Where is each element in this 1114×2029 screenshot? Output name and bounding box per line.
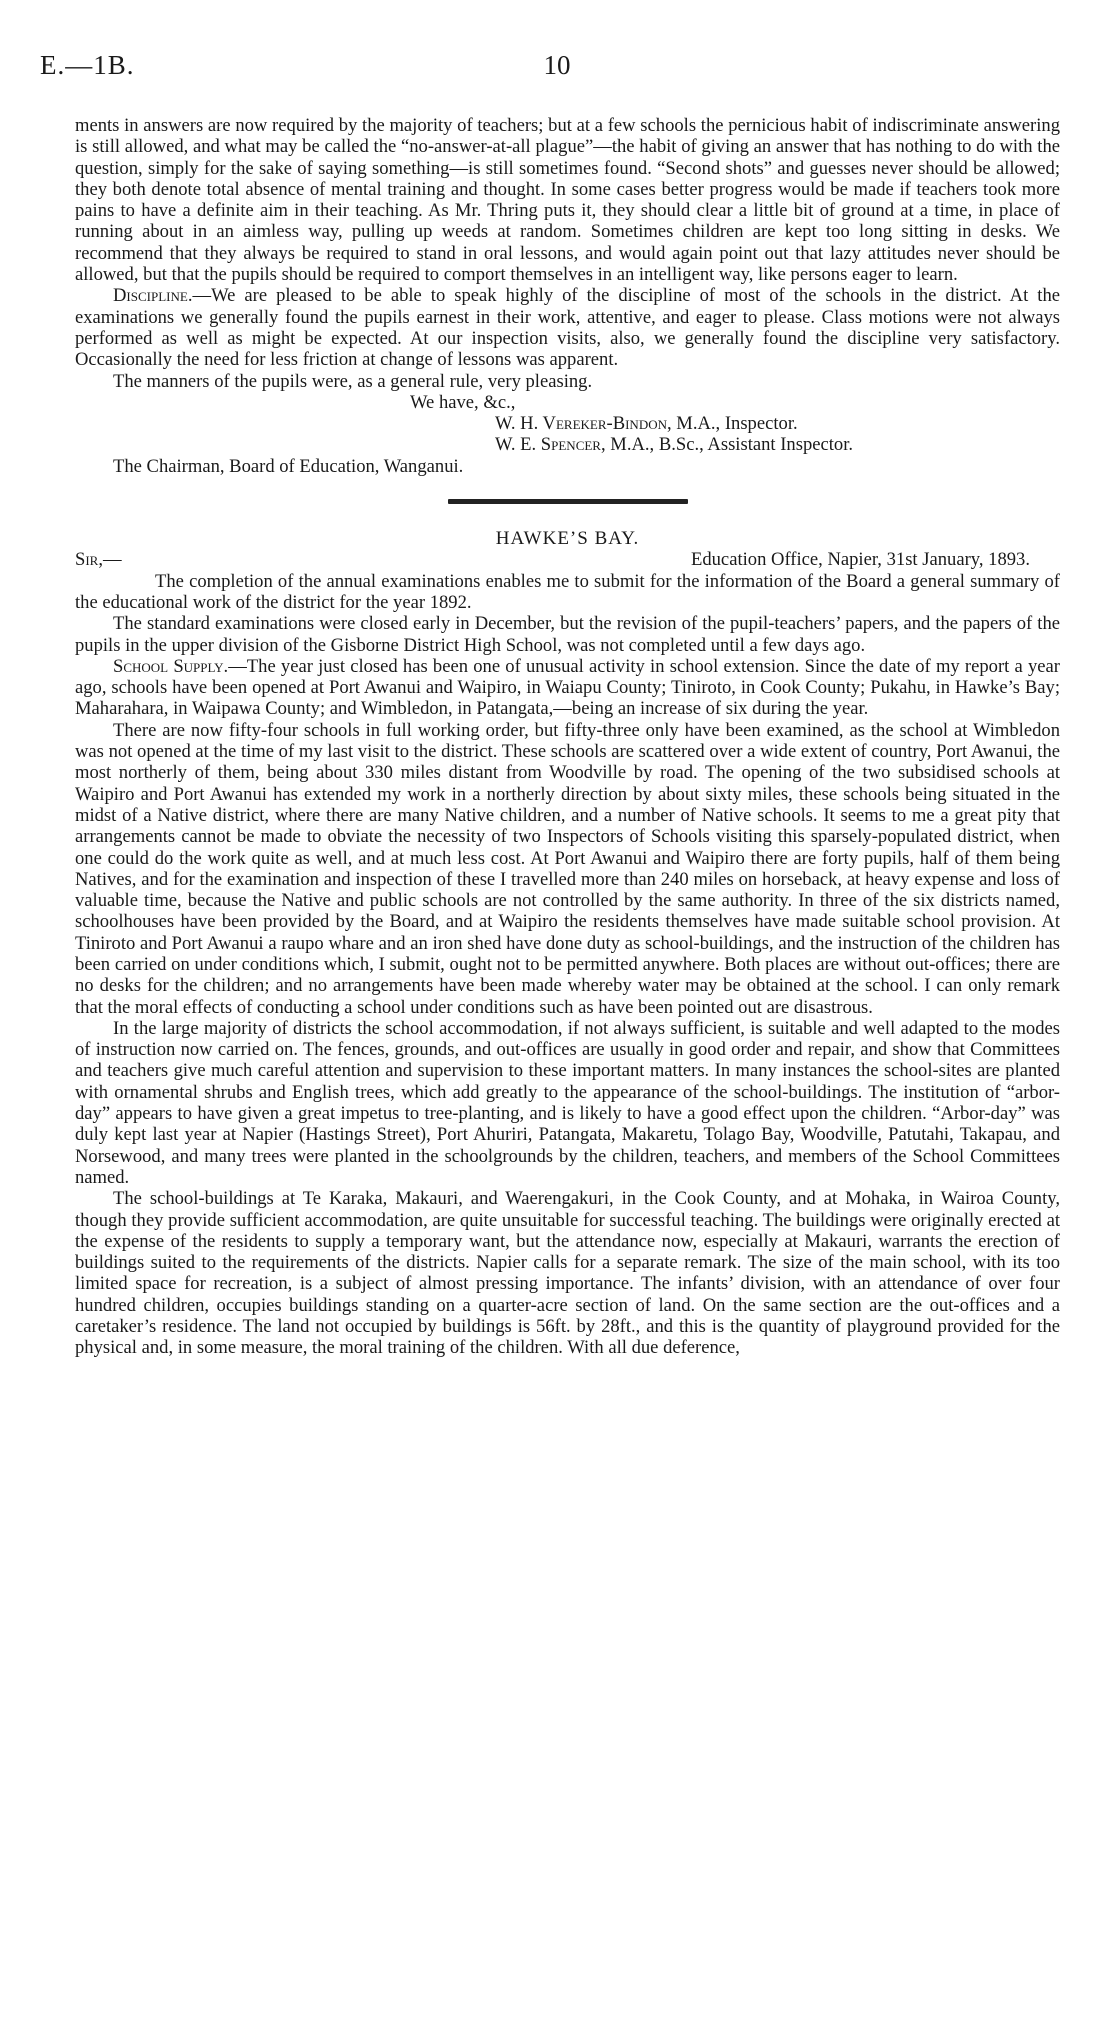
paragraph-completion: The completion of the annual examinations enables me to submit for the information of the Board a general summary of the educational work of the district for the year 1892. bbox=[75, 570, 1060, 613]
paragraph-discipline bbox=[75, 285, 1060, 370]
salutation-row bbox=[75, 549, 1060, 570]
report-reference: E.—1B. bbox=[40, 50, 135, 80]
school-supply-text: —The year just closed has been one of unusual activity in school extension. Since the date of my report a year ago, schools have been opened at Port Awanui and Waipiro, in Waiapu County; Tiniroto, in Cook County; Pukahu, in Hawke’s Bay; Maharahara, in Waipawa County; and Wimbledon, in Patangata,—being an increase of six during the year. bbox=[75, 655, 1060, 720]
discipline-text: —We are pleased to be able to speak highly of the discipline of most of the schools in the district. At the examinations we generally found the pupils earnest in their work, attentive, and eager to please. Class motions were not always performed as well as might be expected. At our inspection visits, also, we generally found the discipline very satisfactory. Occasionally the need for less friction at change of lessons was apparent. bbox=[75, 285, 1060, 371]
closing-line: We have, &c., bbox=[410, 391, 516, 413]
signatory-assistant bbox=[75, 434, 1060, 455]
paragraph-answering: ments in answers are now required by the majority of teachers; but at a few schools the pernicious habit of indiscriminate answering is still allowed, and what may be called the “no-answer-at-all plague”—the habit of giving an answer that has nothing to do with the question, simply for the sake of saying something—is still sometimes found. “Second shots” and guesses never should be allowed; they both denote total absence of mental training and thought. In some cases better progress would be made if teachers took more pains to have a definite aim in their teaching. As Mr. Thring puts it, they should clear a little bit of ground at a time, in place of running about in an aimless way, pulling up weeds at random. Sometimes children are kept too long sitting in desks. We recommend that they always be required to stand in oral lessons, and would again point out that lazy attitudes never should be allowed, but that the pupils should be required to comport themselves in an intelligent way, like persons eager to learn. bbox=[75, 115, 1060, 286]
signatory-assistant-name: W. E. Spencer bbox=[495, 434, 601, 456]
signatory-inspector-title: , M.A., Inspector. bbox=[666, 413, 798, 435]
addressee-line: The Chairman, Board of Education, Wanganui. bbox=[113, 455, 464, 477]
paragraph-schools-count: There are now fifty-four schools in full working order, but fifty-three only have been examined, as the school at Wimbledon was not opened at the time of my last visit to the district. These schools are scattered over a wide extent of country, Port Awanui, the most northerly of them, being about 330 miles distant from Woodville by road. The opening of the two subsidised schools at Waipiro and Port Awanui has extended my work in a northerly direction by about sixty miles, these schools being situated in the midst of a Native district, where there are many Native children, and a number of Native schools. It seems to me a great pity that arrangements cannot be made to obviate the necessity of two Inspectors of Schools visiting this sparsely-populated district, when one could do the work quite as well, and at much less cost. At Port Awanui and Waipiro there are forty pupils, half of them being Natives, and for the examination and inspection of these I travelled more than 240 miles on horseback, at heavy expense and loss of valuable time, because the Native and public schools are not controlled by the same authority. In three of the six districts named, schoolhouses have been provided by the Board, and at Waipiro the residents themselves have made suitable school provision. At Tiniroto and Port Awanui a raupo whare and an iron shed have done duty as school-buildings, and the instruction of the children has been carried on under conditions which, I submit, ought not to be permitted anywhere. Both places are without out-offices; there are no desks for the children; and no arrangements have been made whereby water may be obtained at the school. I can only remark that the moral effects of conducting a school under conditions such as have been pointed out are disastrous. bbox=[75, 719, 1060, 1018]
discipline-heading: Discipline. bbox=[113, 285, 193, 307]
dateline: Education Office, Napier, 31st January, 1893. bbox=[690, 549, 1030, 571]
signatory-inspector bbox=[75, 413, 1060, 434]
paragraph-manners: The manners of the pupils were, as a general rule, very pleasing. bbox=[113, 370, 593, 392]
school-supply-heading: School Supply. bbox=[113, 655, 229, 677]
paragraph-school-supply bbox=[75, 656, 1060, 720]
paragraph-school-buildings: The school-buildings at Te Karaka, Makauri, and Waerengakuri, in the Cook County, and at Mohaka, in Wairoa County, though they provide sufficient accommodation, are quite unsuitable for successful teaching. The buildings were originally erected at the expense of the residents to supply a temporary want, but the attendance now, especially at Makauri, warrants the erection of buildings suited to the requirements of the districts. Napier calls for a separate remark. The size of the main school, with its too limited space for recreation, is a subject of almost pressing importance. The infants’ division, with an attendance of over four hundred children, occupies buildings standing on a quarter-acre section of land. On the same section are the out-offices and a caretaker’s residence. The land not occupied by buildings is 56ft. by 28ft., and this is the quantity of playground provided for the physical and, in some measure, the moral training of the children. With all due deference, bbox=[75, 1188, 1060, 1359]
section-divider bbox=[448, 499, 688, 504]
body-text bbox=[75, 115, 1060, 1359]
signatory-inspector-name: W. H. Vereker-Bindon bbox=[495, 413, 667, 435]
paragraph-accommodation: In the large majority of districts the school accommodation, if not always sufficient, is suitable and well adapted to the modes of instruction now carried on. The fences, grounds, and out-offices are usually in good order and repair, and show that Committees and teachers give much careful attention and supervision to these important matters. In many instances the school-sites are planted with ornamental shrubs and English trees, which add greatly to the appearance of the school-buildings. The institution of “arbor-day” appears to have given a great impetus to tree-planting, and is likely to have a good effect upon the children. “Arbor-day” was duly kept last year at Napier (Hastings Street), Port Ahuriri, Patangata, Makaretu, Tolago Bay, Woodville, Patutahi, Takapau, and Norsewood, and many trees were planted in the schoolgrounds by the children, teachers, and members of the School Committees named. bbox=[75, 1017, 1060, 1188]
section-title: HAWKE’S BAY. bbox=[495, 528, 640, 550]
signatory-assistant-title: , M.A., B.Sc., Assistant Inspector. bbox=[600, 434, 854, 456]
page-number: 10 bbox=[543, 50, 571, 80]
paragraph-standard-examinations: The standard examinations were closed early in December, but the revision of the pupil-teachers’ papers, and the papers of the pupils in the upper division of the Gisborne District High School, was not completed until a few days ago. bbox=[75, 613, 1060, 656]
page-header bbox=[40, 50, 1074, 90]
salutation: Sir,— bbox=[75, 549, 122, 571]
